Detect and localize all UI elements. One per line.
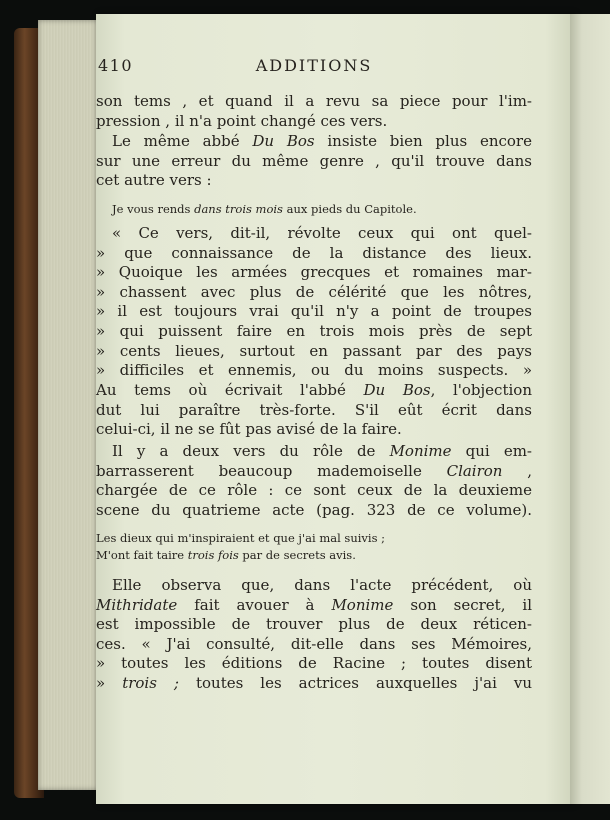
text-line: » cents lieues, surtout en passant par des pays: [96, 341, 532, 360]
paragraph-4: [96, 381, 532, 440]
text-line: » que connaissance de la distance des lieux.: [96, 243, 532, 262]
paragraph-3: [96, 224, 532, 381]
paragraph-1: [96, 92, 532, 131]
page-number: 410: [98, 56, 134, 75]
text-line: sur une erreur du même genre , qu'il trouve dans: [96, 151, 532, 170]
verse-line: Les dieux qui m'inspiraient et que j'ai mal suivis ;: [96, 531, 386, 545]
text-line: » Quoique les armées grecques et romaines mar-: [96, 263, 532, 282]
verse-quote-2: [96, 530, 532, 564]
text-line: chargée de ce rôle : ce sont ceux de la deuxieme: [96, 481, 532, 500]
text-line: » trois ; toutes les actrices auxquelles j'ai vu: [96, 673, 533, 692]
text-line: cet autre vers :: [96, 171, 212, 190]
text-line: barrasserent beaucoup mademoiselle Clairon ,: [96, 461, 532, 480]
text-line: celui-ci, il ne se fût pas avisé de la faire.: [96, 420, 402, 439]
text-line: « Ce vers, dit-il, révolte ceux qui ont quel-: [112, 224, 532, 242]
paragraph-2: [96, 132, 532, 191]
verse-quote-1: [96, 201, 532, 218]
text-line: ces. « J'ai consulté, dit-elle dans ses Mémoires,: [96, 634, 532, 653]
text-line: Il y a deux vers du rôle de Monime qui em-: [112, 442, 532, 460]
facing-page-edge: [570, 14, 610, 804]
text-line: dut lui paraître très-forte. S'il eût écrit dans: [96, 400, 532, 419]
text-line: » toutes les éditions de Racine ; toutes disent: [96, 654, 532, 673]
running-title: ADDITIONS: [255, 56, 373, 75]
page-content: [96, 56, 533, 692]
paragraph-5: [96, 442, 532, 520]
text-line: scene du quatrieme acte (pag. 323 de ce volume).: [96, 500, 532, 519]
page-edges: [38, 20, 98, 790]
text-line: Le même abbé Du Bos insiste bien plus encore: [112, 132, 532, 150]
text-line: est impossible de trouver plus de deux réticen-: [96, 615, 532, 634]
text-line: » difficiles et ennemis, ou du moins suspects. »: [96, 361, 532, 380]
text-line: pression , il n'a point changé ces vers.: [96, 111, 388, 130]
page-header: [96, 56, 532, 78]
text-line: Elle observa que, dans l'acte précédent, où: [112, 576, 532, 594]
author-name: Du Bos: [252, 132, 315, 150]
text-line: » chassent avec plus de célérité que les nôtres,: [96, 282, 532, 301]
text-line: Au tems où écrivait l'abbé Du Bos, l'objection: [96, 381, 532, 399]
text-line: son tems , et quand il a revu sa piece pour l'im-: [96, 92, 532, 110]
text-line: » il est toujours vrai qu'il n'y a point de troupes: [96, 302, 532, 321]
text-line: Mithridate fait avouer à Monime son secret, il: [96, 595, 532, 614]
verse-line: Je vous rends dans trois mois aux pieds du Capitole.: [112, 202, 417, 216]
paragraph-6: [96, 576, 532, 694]
text-line: » qui puissent faire en trois mois près de sept: [96, 321, 532, 340]
verse-line: M'ont fait taire trois fois par de secrets avis.: [96, 548, 356, 562]
